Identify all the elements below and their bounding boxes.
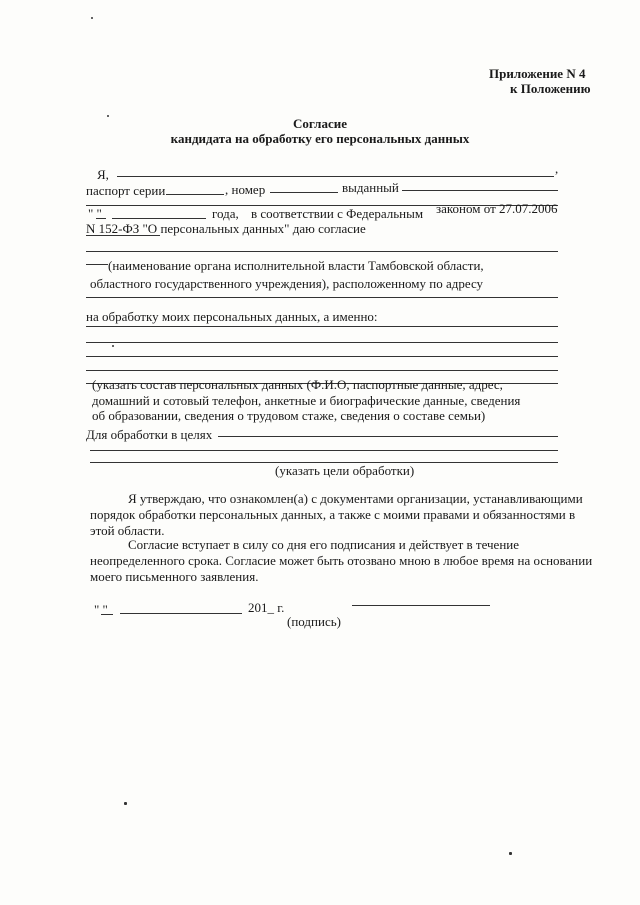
purpose-label: Для обработки в целях [86,427,213,442]
processing-line-4[interactable] [86,370,558,371]
processing-line-1[interactable] [86,326,558,327]
organization-hint-1: (наименование органа исполнительной власти Тамбовской области, [108,258,484,273]
issued-by-field[interactable] [402,190,558,191]
paragraph-2-line-3: моего письменного заявления. [90,569,259,584]
footer-date-quotes: " " [94,602,108,617]
paragraph-1-line-3: этой области. [90,523,165,538]
paragraph-2-line-2: неопределенного срока. Согласие может быть отозвано мною в любое время на основании [90,553,593,568]
address-field[interactable] [86,297,558,298]
purpose-field-2[interactable] [90,450,558,451]
law-reference: N 152-ФЗ "О персональных данных" даю согласие [86,221,366,236]
date-quotes: " " [88,206,102,221]
signature-label: (подпись) [287,614,341,629]
processing-line-3[interactable] [86,356,558,357]
purpose-hint: (указать цели обработки) [275,463,415,478]
organization-hint-2: областного государственного учреждения), расположенному по адресу [90,276,484,291]
signature-field[interactable] [352,605,490,606]
passport-series-label: паспорт серии [86,183,166,198]
consent-to-field[interactable] [86,251,558,252]
purpose-field[interactable] [218,436,558,437]
appendix-reference: к Положению [510,81,591,96]
paragraph-2-line-1: Согласие вступает в силу со дня его подписания и действует в течение [128,537,520,552]
data-hint-1: (указать состав персональных данных (Ф.И.О, паспортные данные, адрес, [92,377,503,392]
date-day-field[interactable] [96,218,106,219]
scan-speck [107,115,109,117]
data-hint-2: домашний и сотовый телефон, анкетные и биографические данные, сведения [92,393,521,408]
document-subtitle: кандидата на обработку его персональных данных [170,131,470,146]
paragraph-1-line-2: порядок обработки персональных данных, а также с моими правами и обязанностями в [90,507,576,522]
accordance-text: в соответствии с Федеральным [251,206,424,221]
scan-speck [91,17,93,19]
law-line-underline [86,235,160,236]
data-hint-3: об образовании, сведения о трудовом стаже, сведения о составе семьи) [92,408,486,423]
processing-line-2[interactable] [86,342,558,343]
organization-field[interactable] [86,264,108,265]
scan-speck [112,345,114,347]
processing-label: на обработку моих персональных данных, а именно: [86,309,378,324]
footer-year: 201_ г. [248,600,285,615]
document-title: Согласие [293,116,347,131]
footer-month-field[interactable] [120,613,242,614]
passport-number-field[interactable] [270,192,338,193]
passport-series-field[interactable] [166,194,224,195]
date-month-field[interactable] [112,218,206,219]
scan-speck [509,852,512,855]
law-date-text: законом от 27.07.2006 [436,201,558,216]
year-label: года, [212,206,239,221]
scan-speck [124,802,127,805]
issued-label: выданный [342,180,399,195]
paragraph-1-line-1: Я утверждаю, что ознакомлен(а) с документами организации, устанавливающими [128,491,583,506]
ya-label: Я, [97,167,109,182]
name-comma: , [555,161,559,176]
passport-number-label: , номер [225,182,266,197]
full-name-field[interactable] [117,176,554,177]
appendix-number: Приложение N 4 [489,66,586,81]
footer-day-field[interactable] [101,614,113,615]
